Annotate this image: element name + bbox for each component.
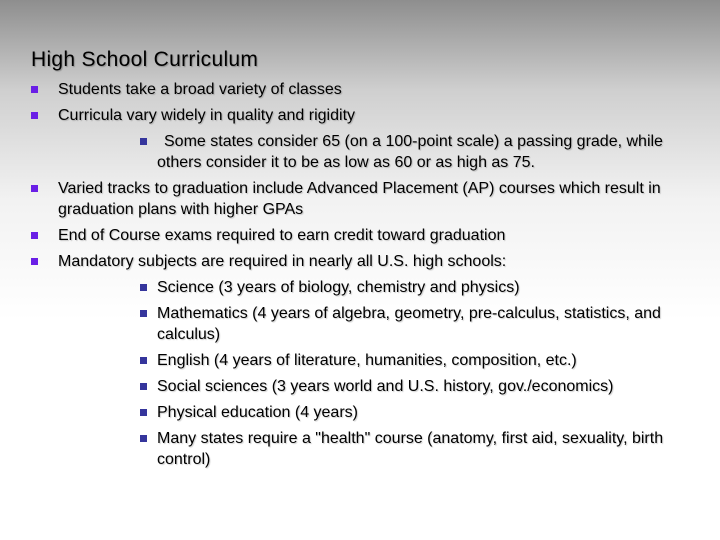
bullet-item: Curricula vary widely in quality and rigidity: [0, 105, 720, 126]
sub-bullet-item: English (4 years of literature, humanities, composition, etc.): [0, 350, 720, 371]
square-bullet-icon: [31, 258, 38, 265]
sub-bullet-item: Social sciences (3 years world and U.S. history, gov./economics): [0, 376, 720, 397]
bullet-item: Mandatory subjects are required in nearly all U.S. high schools:: [0, 251, 720, 272]
square-bullet-icon: [140, 357, 147, 364]
square-bullet-icon: [140, 138, 147, 145]
square-bullet-icon: [140, 409, 147, 416]
bullet-item: Students take a broad variety of classes: [0, 79, 720, 100]
sub-bullet-item: Many states require a "health" course (anatomy, first aid, sexuality, birth control): [0, 428, 720, 470]
slide-title: High School Curriculum: [31, 48, 259, 71]
sub-bullet-item: Mathematics (4 years of algebra, geometry, pre-calculus, statistics, and calculus): [0, 303, 720, 345]
square-bullet-icon: [140, 435, 147, 442]
bullet-item: End of Course exams required to earn credit toward graduation: [0, 225, 720, 246]
square-bullet-icon: [140, 284, 147, 291]
square-bullet-icon: [140, 310, 147, 317]
square-bullet-icon: [31, 86, 38, 93]
square-bullet-icon: [31, 232, 38, 239]
bullet-item: Varied tracks to graduation include Advanced Placement (AP) courses which result in graduation plans with higher GPAs: [0, 178, 720, 220]
bullet-list: [0, 79, 720, 475]
square-bullet-icon: [31, 112, 38, 119]
sub-bullet-item: Science (3 years of biology, chemistry and physics): [0, 277, 720, 298]
sub-bullet-item: Physical education (4 years): [0, 402, 720, 423]
sub-bullet-item: Some states consider 65 (on a 100-point scale) a passing grade, while others consider it to be as low as 60 or as high as 75.: [0, 131, 720, 173]
square-bullet-icon: [140, 383, 147, 390]
square-bullet-icon: [31, 185, 38, 192]
